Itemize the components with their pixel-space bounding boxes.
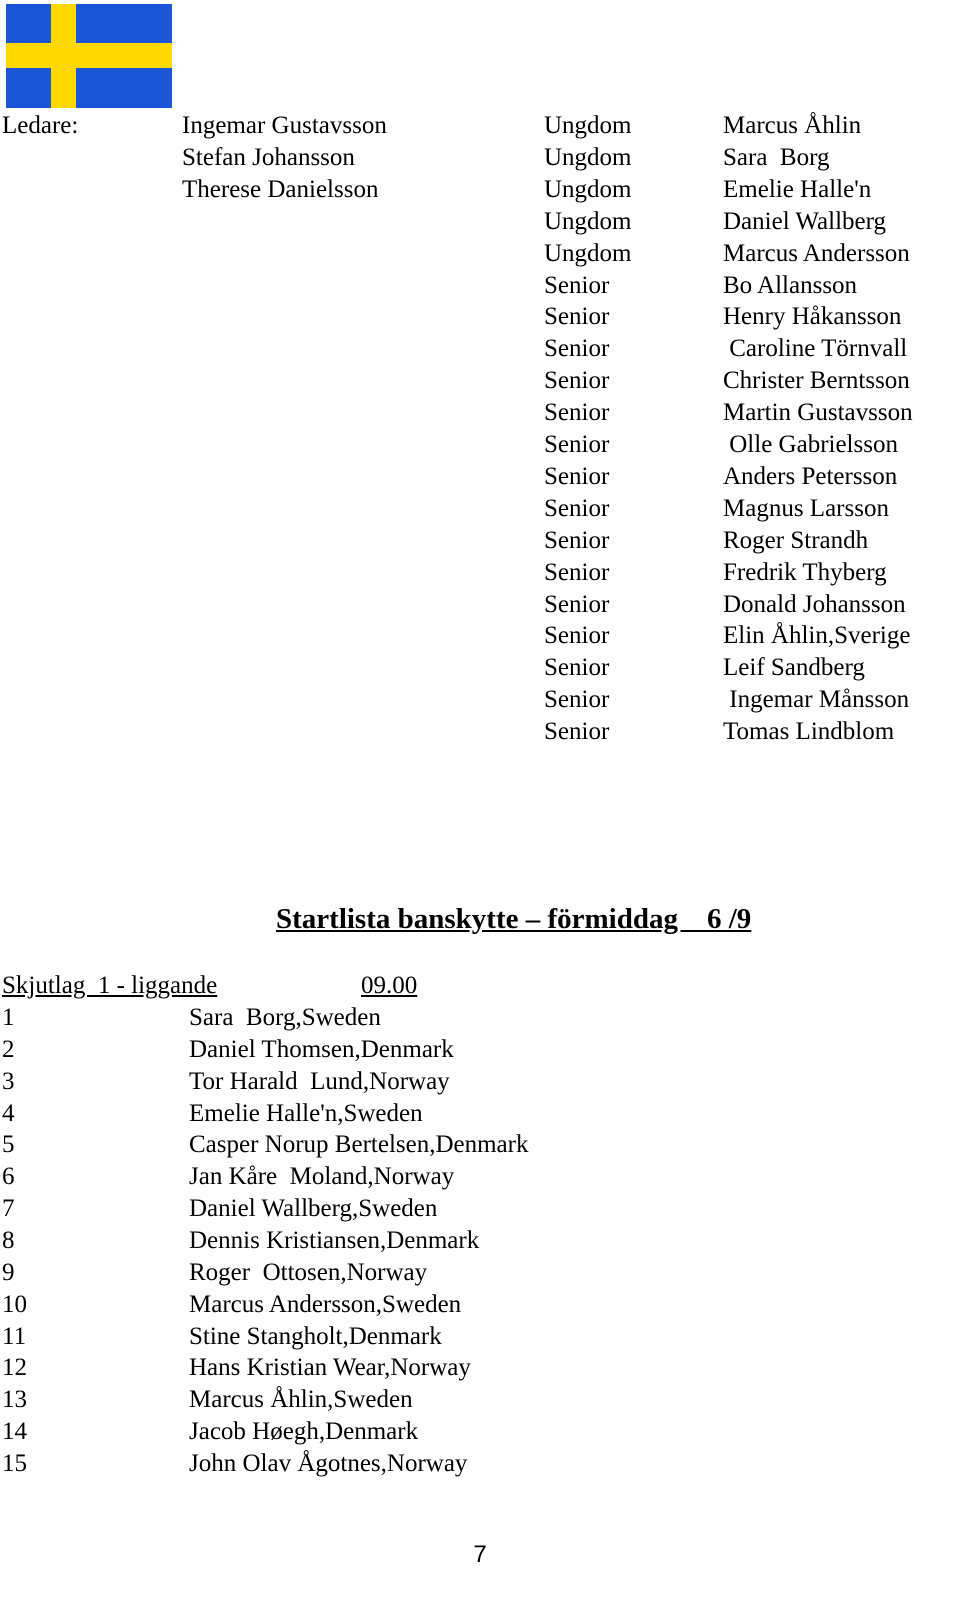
member-category: Ungdom <box>544 143 632 171</box>
shooter-name: Casper Norup Bertelsen,Denmark <box>189 1131 529 1159</box>
squad-header <box>2 970 417 1002</box>
shooter-number: 3 <box>2 1067 15 1095</box>
shooter-name: Sara Borg,Sweden <box>189 1004 381 1031</box>
shooter-name: Tor Harald Lund,Norway <box>189 1067 450 1095</box>
leaders-label: Ledare: <box>2 112 79 139</box>
shooter-row <box>0 1384 960 1416</box>
shooter-row <box>0 1289 960 1321</box>
startlist-heading: Startlista banskytte – förmiddag 6 /9 <box>276 903 752 935</box>
shooter-name: Dennis Kristiansen,Denmark <box>189 1226 480 1254</box>
page-number: 7 <box>473 1541 487 1568</box>
member-category: Senior <box>544 590 610 618</box>
shooter-number: 10 <box>2 1290 27 1318</box>
shooter-row <box>0 1448 960 1480</box>
member-name: Roger Strandh <box>723 526 869 554</box>
member-name: Fredrik Thyberg <box>723 558 887 586</box>
roster-row <box>0 557 960 589</box>
roster-row <box>0 397 960 429</box>
shooter-row <box>0 1161 960 1193</box>
member-name: Christer Berntsson <box>723 367 910 395</box>
squad-label: Skjutlag 1 - liggande <box>2 972 218 999</box>
roster-row <box>0 365 960 397</box>
member-category: Senior <box>544 431 610 458</box>
roster-row <box>0 206 960 238</box>
roster-row <box>0 110 960 142</box>
member-category: Senior <box>544 399 610 427</box>
member-category: Senior <box>544 526 610 554</box>
shooter-row <box>0 1002 960 1034</box>
member-name: Olle Gabrielsson <box>723 431 898 458</box>
member-category: Senior <box>544 303 610 331</box>
member-category: Senior <box>544 718 610 746</box>
shooter-row <box>0 1193 960 1225</box>
shooter-row <box>0 1321 960 1353</box>
member-name: Emelie Halle'n <box>723 175 872 203</box>
shooter-name: Jan Kåre Moland,Norway <box>189 1163 455 1191</box>
shooter-row <box>0 1034 960 1066</box>
roster-row <box>0 238 960 270</box>
member-name: Donald Johansson <box>723 590 906 618</box>
shooter-number: 13 <box>2 1386 27 1414</box>
shooter-name: Daniel Wallberg,Sweden <box>189 1195 438 1223</box>
shooter-number: 15 <box>2 1449 27 1477</box>
member-name: Bo Allansson <box>723 271 858 299</box>
roster-row <box>0 493 960 525</box>
roster-row <box>0 461 960 493</box>
member-category: Senior <box>544 494 610 522</box>
shooter-name: Daniel Thomsen,Denmark <box>189 1035 454 1063</box>
member-category: Senior <box>544 271 610 299</box>
shooter-row <box>0 1066 960 1098</box>
shooter-row <box>0 1225 960 1257</box>
member-name: Elin Åhlin,Sverige <box>723 622 911 650</box>
roster-row <box>0 270 960 302</box>
member-category: Ungdom <box>544 207 632 235</box>
shooter-number: 7 <box>2 1195 15 1223</box>
member-name: Henry Håkansson <box>723 303 902 331</box>
shooter-number: 6 <box>2 1163 15 1191</box>
squad-time: 09.00 <box>361 972 418 999</box>
member-name: Ingemar Månsson <box>723 686 910 714</box>
roster-row <box>0 684 960 716</box>
member-category: Senior <box>544 686 610 714</box>
shooter-number: 5 <box>2 1131 15 1159</box>
shooter-number: 1 <box>2 1004 15 1031</box>
member-name: Sara Borg <box>723 143 830 171</box>
member-name: Tomas Lindblom <box>723 718 895 746</box>
member-category: Ungdom <box>544 239 632 267</box>
member-category: Senior <box>544 558 610 586</box>
shooter-row <box>0 1129 960 1161</box>
roster-row <box>0 142 960 174</box>
shooter-name: John Olav Ågotnes,Norway <box>189 1449 468 1477</box>
shooter-row <box>0 1416 960 1448</box>
member-name: Daniel Wallberg <box>723 207 886 235</box>
member-name: Marcus Åhlin <box>723 112 862 139</box>
shooter-name: Jacob Høegh,Denmark <box>189 1418 419 1446</box>
member-name: Martin Gustavsson <box>723 399 913 427</box>
roster-row <box>0 333 960 365</box>
shooter-number: 12 <box>2 1354 27 1382</box>
roster-row <box>0 174 960 206</box>
roster-row <box>0 301 960 333</box>
shooter-name: Stine Stangholt,Denmark <box>189 1322 442 1350</box>
member-category: Senior <box>544 654 610 682</box>
shooter-number: 11 <box>2 1322 27 1350</box>
member-category: Ungdom <box>544 175 632 203</box>
shooter-number: 4 <box>2 1099 15 1127</box>
shooter-row <box>0 1352 960 1384</box>
roster-row <box>0 525 960 557</box>
shooter-number: 14 <box>2 1418 27 1446</box>
roster-row <box>0 620 960 652</box>
shooter-number: 8 <box>2 1226 15 1254</box>
shooter-name: Emelie Halle'n,Sweden <box>189 1099 423 1127</box>
shooter-name: Hans Kristian Wear,Norway <box>189 1354 471 1382</box>
leader-name: Therese Danielsson <box>182 175 379 203</box>
leader-name: Ingemar Gustavsson <box>182 112 387 139</box>
roster-row <box>0 652 960 684</box>
shooter-number: 2 <box>2 1035 15 1063</box>
member-category: Senior <box>544 335 610 363</box>
leader-name: Stefan Johansson <box>182 143 355 171</box>
member-name: Leif Sandberg <box>723 654 865 682</box>
member-category: Senior <box>544 367 610 395</box>
roster-row <box>0 716 960 748</box>
shooter-row <box>0 1098 960 1130</box>
member-category: Senior <box>544 462 610 490</box>
roster-row <box>0 429 960 461</box>
member-name: Marcus Andersson <box>723 239 910 267</box>
shooter-number: 9 <box>2 1258 15 1286</box>
shooter-name: Marcus Andersson,Sweden <box>189 1290 462 1318</box>
member-name: Anders Petersson <box>723 462 898 490</box>
swedish-flag-icon <box>6 4 172 108</box>
member-category: Ungdom <box>544 112 632 139</box>
shooter-name: Marcus Åhlin,Sweden <box>189 1386 413 1414</box>
roster-row <box>0 589 960 621</box>
shooter-name: Roger Ottosen,Norway <box>189 1258 428 1286</box>
member-name: Magnus Larsson <box>723 494 889 522</box>
shooter-row <box>0 1257 960 1289</box>
member-name: Caroline Törnvall <box>723 335 908 363</box>
member-category: Senior <box>544 622 610 650</box>
